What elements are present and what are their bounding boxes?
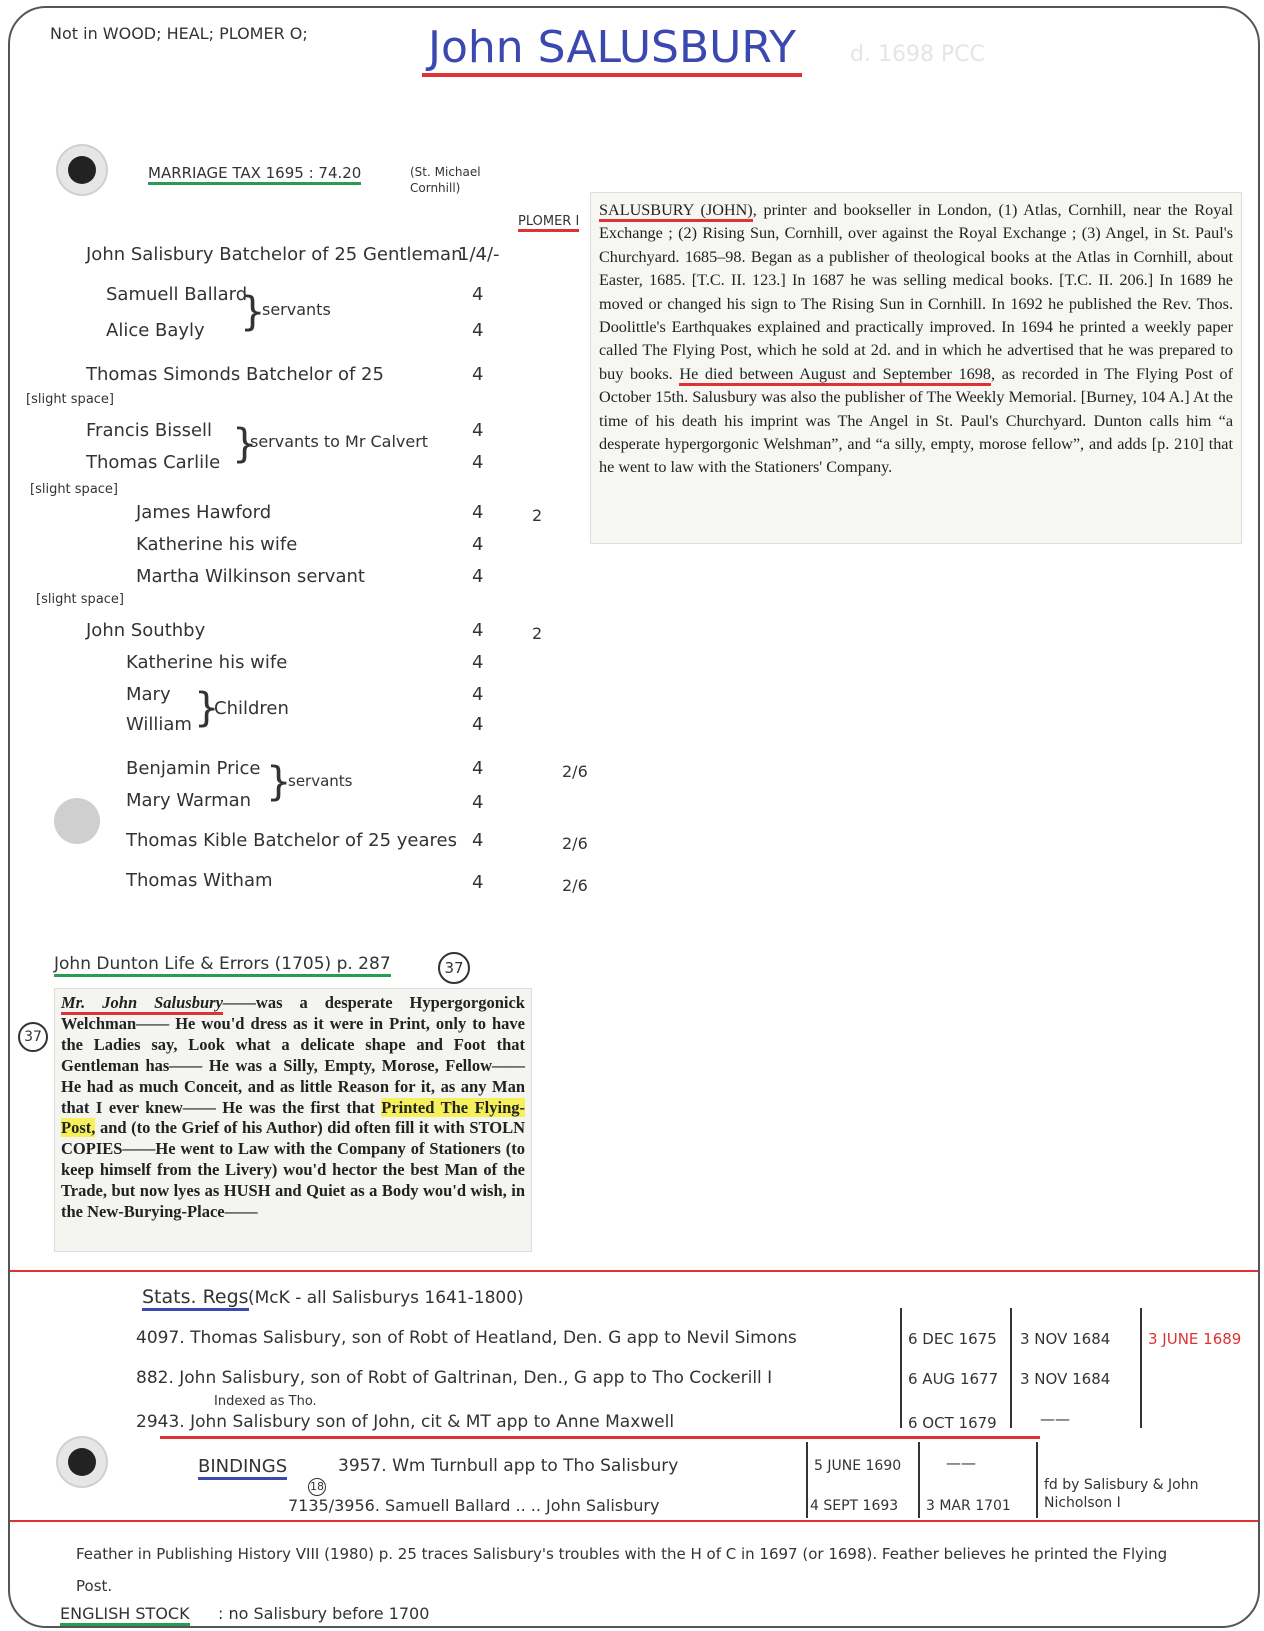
tax-row: Thomas Kible Batchelor of 25 yeares xyxy=(126,830,457,851)
tax-row: William xyxy=(126,714,192,735)
stats-heading: Stats. Regs xyxy=(142,1286,249,1311)
plomer-paragraph-1: , printer and bookseller in London, (1) Atlas, Cornhill, near the Royal Exchange ; (2) Rising Sun, Cornhill, over against the Royal Exchange ; (3) Angel, in St. Paul's Churchyard. 1685–98. Began as a publisher of theological books at the Atlas in Cornhill, about Easter, 1685. [T.C. II. 123.] In 1687 he was selling medical books. [T.C. II. 206.] In 1689 he moved or changed his sign to The Rising Sun in Cornhill. In 1692 he published the Rev. Thos. Doolittle's Earthquakes explained and practically improved. In 1694 he printed a weekly paper called The Flying Post, which he sold at 2d. and in which he advertised that he was prepared to buy books. xyxy=(599,201,1233,383)
tax-amount: 4 xyxy=(472,620,484,641)
tax-row: Samuell Ballard xyxy=(106,284,248,305)
page-title-text: John SALUSBURY xyxy=(422,22,802,77)
bindings-freed: 3 MAR 1701 xyxy=(926,1498,1011,1514)
punch-hole-top xyxy=(68,156,96,184)
bindings-bound: 5 JUNE 1690 xyxy=(814,1458,902,1474)
tax-amount: 4 xyxy=(472,714,484,735)
stats-row: 882. John Salisbury, son of Robt of Galtrinan, Den., G app to Tho Cockerill I xyxy=(136,1368,773,1388)
tax-amount: 4 xyxy=(472,420,484,441)
bindings-bound: 4 SEPT 1693 xyxy=(810,1498,899,1514)
tax-row: Benjamin Price xyxy=(126,758,261,779)
dunton-margin-ref: 37 xyxy=(18,1022,48,1052)
tax-amount: 4 xyxy=(472,652,484,673)
dunton-highlight: Printed The Flying-Post, xyxy=(61,1097,525,1138)
english-stock-label: ENGLISH STOCK xyxy=(60,1604,190,1626)
stats-freed: 3 NOV 1684 xyxy=(1020,1370,1111,1388)
tax-row: Alice Bayly xyxy=(106,320,205,341)
tax-amount: 4 xyxy=(472,566,484,587)
plomer-paragraph-2: , as recorded in The Flying Post of October 15th. Salusbury was also the publisher of The Weekly Memorial. [Burney, 104 A.] At the time of his death his imprint was The Angel in St. Paul's Churchyard. Dunton calls him “a desperate hypergorgonic Welshman”, and “a silly, empty, morose fellow”, and adds [p. 210] that he went to law with the Stationers' Company. xyxy=(599,364,1233,477)
row-underline xyxy=(160,1436,1040,1439)
group-note: servants to Mr Calvert xyxy=(250,432,429,451)
tax-row: Francis Bissell xyxy=(86,420,213,441)
tax-amount: 4 xyxy=(472,502,484,523)
stats-bound: 6 AUG 1677 xyxy=(908,1370,999,1388)
tax-amount: 1/4/- xyxy=(458,244,500,265)
dunton-ref: 37 xyxy=(438,952,470,984)
stats-subheading: (McK - all Salisburys 1641-1800) xyxy=(248,1288,524,1308)
plomer-label: PLOMER I xyxy=(518,214,579,232)
stats-bound: 6 DEC 1675 xyxy=(908,1330,997,1348)
dunton-text-1: ——was a desperate Hypergorgonick Welchman—— He wou'd dress as it were in Print, only to have the Ladies say, Look what a delicate shape and Foot that Gentleman has—— He was a Silly, Empty, Morose, Fellow——He had as much Conceit, and as little Reason for it, as any Man that I ever knew—— He was the first that xyxy=(61,993,525,1117)
bindings-note: fd by Salisbury & John Nicholson I xyxy=(1044,1477,1199,1511)
tax-amount: 4 xyxy=(472,758,484,779)
dunton-heading: John Dunton Life & Errors (1705) p. 287 xyxy=(54,954,391,977)
plomer-text xyxy=(599,199,1233,480)
stats-bound: 6 OCT 1679 xyxy=(908,1414,997,1432)
dunton-text-2: and (to the Grief of his Author) did often fill it with STOLN COPIES——He went to Law with the Company of Stationers (to keep himself from the Livery) wou'd hector the best Man of the Trade, but now lyes as HUSH and Quiet as a Body wou'd wish, in the New-Burying-Place—— xyxy=(61,1118,525,1222)
table-rule xyxy=(1036,1442,1038,1518)
english-stock-text: : no Salisbury before 1700 xyxy=(218,1604,430,1623)
bindings-row: 7135/3956. Samuell Ballard .. .. John Salisbury xyxy=(288,1496,660,1515)
tax-heading: MARRIAGE TAX 1695 : 74.20 xyxy=(148,164,361,185)
tax-row: Martha Wilkinson servant xyxy=(136,566,365,587)
dunton-lead: Mr. John Salusbury xyxy=(61,993,223,1015)
tax-amount: 4 xyxy=(472,684,484,705)
group-note: Children xyxy=(214,698,289,719)
notebook-page xyxy=(8,6,1260,1628)
dunton-clipping xyxy=(54,988,532,1252)
bindings-label: BINDINGS xyxy=(198,1456,287,1480)
tax-row: Thomas Simonds Batchelor of 25 xyxy=(86,364,384,385)
tax-amount: 4 xyxy=(472,830,484,851)
tax-parish: (St. Michael Cornhill) xyxy=(410,165,481,195)
tax-extra: 2 xyxy=(532,624,543,643)
table-rule xyxy=(900,1308,902,1428)
bindings-row: 3957. Wm Turnbull app to Tho Salisbury xyxy=(338,1456,679,1476)
tax-amount: 4 xyxy=(472,792,484,813)
tax-row: Katherine his wife xyxy=(126,652,288,673)
death-note: d. 1698 PCC xyxy=(850,42,985,67)
table-rule xyxy=(806,1442,808,1518)
indexed-note: Indexed as Tho. xyxy=(214,1394,317,1409)
tax-amount: 4 xyxy=(472,534,484,555)
tax-row: John Salisbury Batchelor of 25 Gentleman xyxy=(86,244,463,265)
stats-freed: 3 NOV 1684 xyxy=(1020,1330,1111,1348)
tax-row: James Hawford xyxy=(136,502,272,523)
section-divider xyxy=(10,1270,1258,1272)
tax-amount: 4 xyxy=(472,284,484,305)
page-title xyxy=(422,22,802,73)
space-note: [slight space] xyxy=(30,482,118,497)
table-rule xyxy=(918,1442,920,1518)
tax-extra: 2/6 xyxy=(562,834,588,853)
tax-row: John Southby xyxy=(86,620,206,641)
punch-hole-middle xyxy=(54,798,100,844)
group-note: servants xyxy=(288,772,353,790)
table-rule xyxy=(1140,1308,1142,1428)
space-note: [slight space] xyxy=(26,392,114,407)
tax-extra: 2/6 xyxy=(562,762,588,781)
tax-row: Thomas Carlile xyxy=(86,452,221,473)
feather-note: Feather in Publishing History VIII (1980) p. 25 traces Salisbury's troubles with the H of C in 1697 (or 1698). Feather believes he printed the Flying Post. xyxy=(76,1545,1168,1595)
group-brace: } xyxy=(232,421,258,467)
tax-extra: 2 xyxy=(532,506,543,525)
tax-row: Mary Warman xyxy=(126,790,252,811)
tax-amount: 4 xyxy=(472,320,484,341)
tax-amount: 4 xyxy=(472,872,484,893)
group-note: servants xyxy=(262,300,331,319)
plomer-died: He died between August and September 1698 xyxy=(679,365,991,386)
punch-hole-bottom xyxy=(68,1448,96,1476)
section-divider xyxy=(10,1520,1258,1522)
tax-row: Thomas Witham xyxy=(126,870,273,891)
tax-row: Katherine his wife xyxy=(136,534,298,555)
tax-amount: 4 xyxy=(472,452,484,473)
stats-freed: —— xyxy=(1040,1410,1070,1428)
group-brace: } xyxy=(194,685,220,731)
dunton-text xyxy=(61,993,525,1223)
table-rule xyxy=(1010,1308,1012,1428)
bindings-ref: 18 xyxy=(308,1478,326,1496)
tax-extra: 2/6 xyxy=(562,876,588,895)
stats-extra: 3 JUNE 1689 xyxy=(1148,1330,1242,1348)
stats-row: 4097. Thomas Salisbury, son of Robt of Heatland, Den. G app to Nevil Simons xyxy=(136,1328,797,1348)
plomer-lead: SALUSBURY (JOHN) xyxy=(599,201,753,222)
stats-row: 2943. John Salisbury son of John, cit & MT app to Anne Maxwell xyxy=(136,1412,675,1432)
group-brace: } xyxy=(266,759,292,805)
header-note: Not in WOOD; HEAL; PLOMER O; xyxy=(50,24,308,43)
plomer-clipping xyxy=(590,192,1242,544)
tax-row: Mary xyxy=(126,684,171,705)
tax-amount: 4 xyxy=(472,364,484,385)
space-note: [slight space] xyxy=(36,592,124,607)
bindings-freed: —— xyxy=(946,1454,976,1472)
group-brace: } xyxy=(240,289,266,335)
